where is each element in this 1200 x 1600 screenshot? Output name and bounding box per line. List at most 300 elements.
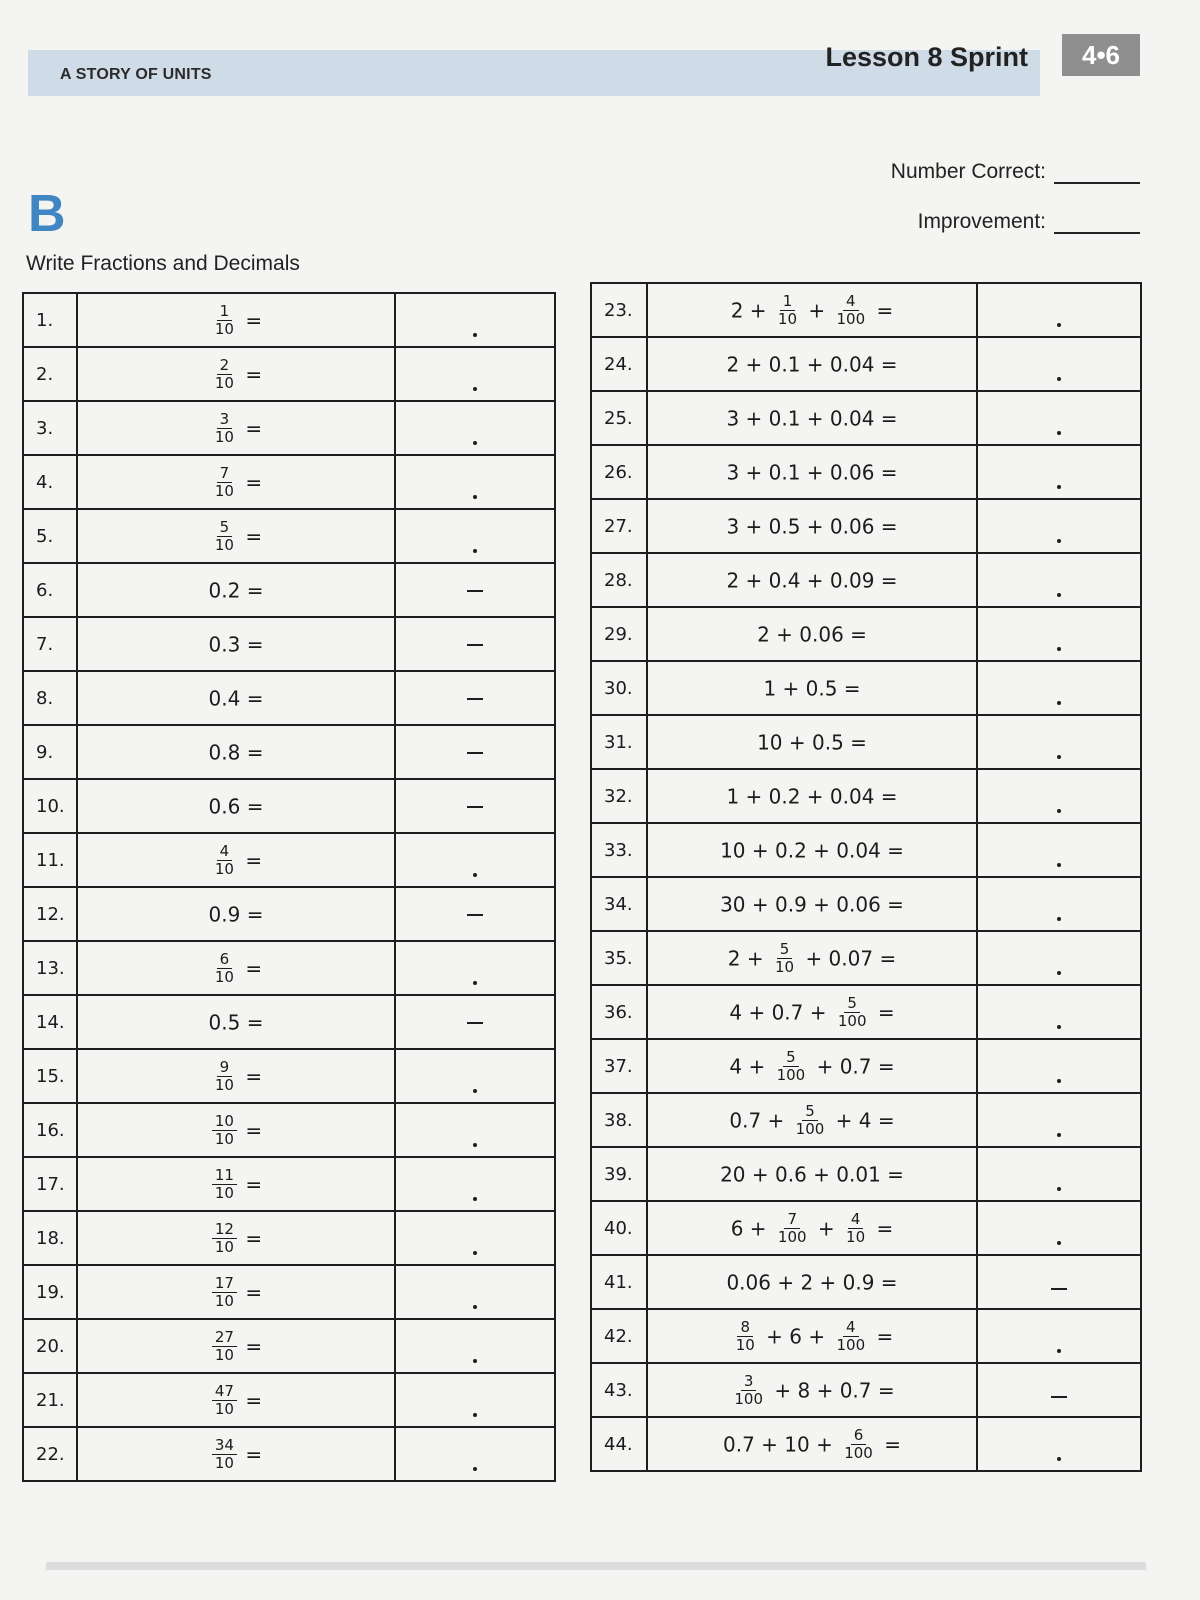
answer-cell[interactable] (977, 1201, 1141, 1255)
fraction (212, 411, 237, 446)
answer-cell[interactable] (977, 337, 1141, 391)
problem-expression (77, 1211, 395, 1265)
problem-expression (647, 1201, 977, 1255)
answer-decimal-point (473, 1197, 477, 1201)
fraction (212, 357, 237, 392)
problem-expression (647, 1093, 977, 1147)
fraction-denominator: 10 (214, 481, 234, 500)
fraction (212, 1113, 237, 1148)
problem-expression (647, 1363, 977, 1417)
problem-number: 25. (591, 391, 647, 445)
problem-expression (77, 1103, 395, 1157)
problem-number: 5. (23, 509, 77, 563)
answer-cell[interactable] (395, 1049, 555, 1103)
expression-text: = (245, 308, 263, 332)
problem-expression (77, 563, 395, 617)
fraction-denominator: 10 (214, 1291, 234, 1310)
answer-decimal-point (473, 981, 477, 985)
answer-cell[interactable] (395, 779, 555, 833)
fraction (212, 303, 237, 338)
fraction-denominator: 10 (214, 319, 234, 338)
answer-cell[interactable] (395, 1157, 555, 1211)
answer-cell[interactable] (977, 445, 1141, 499)
answer-decimal-point (1057, 1187, 1061, 1191)
expression-text: = (876, 1216, 894, 1240)
answer-decimal-point (1057, 647, 1061, 651)
fraction-numerator: 47 (212, 1383, 237, 1401)
answer-decimal-point (1057, 539, 1061, 543)
problem-expression (77, 779, 395, 833)
problem-expression (77, 455, 395, 509)
expression-text: = (245, 1334, 263, 1358)
problem-row (591, 823, 1141, 877)
problem-expression (77, 293, 395, 347)
answer-decimal-point (1057, 863, 1061, 867)
answer-cell[interactable] (395, 995, 555, 1049)
answer-cell[interactable] (395, 725, 555, 779)
fraction (834, 293, 869, 328)
fraction-numerator: 8 (737, 1319, 753, 1337)
answer-cell[interactable] (977, 499, 1141, 553)
problem-expression (77, 617, 395, 671)
expression-text: = (245, 470, 263, 494)
answer-dash-mark (467, 914, 483, 916)
answer-cell[interactable] (977, 985, 1141, 1039)
problem-row (23, 509, 555, 563)
fraction-denominator: 10 (214, 859, 234, 878)
problem-row (591, 661, 1141, 715)
problem-row (591, 1039, 1141, 1093)
problem-number: 7. (23, 617, 77, 671)
answer-cell[interactable] (977, 715, 1141, 769)
fraction-numerator: 9 (217, 1059, 233, 1077)
expression-text: = (877, 1000, 895, 1024)
right-problem-table (590, 282, 1142, 1472)
answer-dash-mark (467, 806, 483, 808)
problem-number: 19. (23, 1265, 77, 1319)
problem-row (23, 347, 555, 401)
fraction (212, 519, 237, 554)
answer-cell[interactable] (395, 1427, 555, 1481)
fraction-denominator: 10 (214, 1183, 234, 1202)
fraction-denominator: 10 (774, 957, 795, 976)
page-subtitle: Write Fractions and Decimals (26, 252, 300, 275)
expression-text: + (817, 1216, 835, 1240)
expression-text: 2 + (730, 298, 767, 322)
fraction (843, 1211, 868, 1246)
answer-cell[interactable] (977, 1147, 1141, 1201)
answer-cell[interactable] (977, 1255, 1141, 1309)
answer-cell[interactable] (977, 1417, 1141, 1471)
expression-text: 3 + 0.5 + 0.06 = (726, 514, 898, 539)
problem-number: 21. (23, 1373, 77, 1427)
fraction-numerator: 5 (783, 1049, 799, 1067)
problem-number: 10. (23, 779, 77, 833)
problem-row (591, 877, 1141, 931)
expression-text: 6 + (730, 1216, 767, 1240)
problem-row (591, 553, 1141, 607)
problem-expression (77, 1049, 395, 1103)
expression-text: 10 + 0.5 = (757, 730, 867, 755)
fraction-numerator: 27 (212, 1329, 237, 1347)
problem-row (23, 941, 555, 995)
problem-number: 44. (591, 1417, 647, 1471)
expression-text: 0.9 = (208, 902, 264, 927)
problem-expression (77, 347, 395, 401)
problem-row (591, 715, 1141, 769)
fraction-numerator: 7 (217, 465, 233, 483)
expression-text: = (245, 1064, 263, 1088)
problem-row (591, 283, 1141, 337)
expression-text: = (876, 1324, 894, 1348)
expression-text: = (245, 416, 263, 440)
problem-row (23, 401, 555, 455)
problem-expression (647, 337, 977, 391)
problem-number: 4. (23, 455, 77, 509)
expression-text: 1 + 0.2 + 0.04 = (726, 784, 898, 809)
answer-cell[interactable] (395, 401, 555, 455)
problem-number: 14. (23, 995, 77, 1049)
expression-text: = (245, 1118, 263, 1142)
answer-dash-mark (467, 644, 483, 646)
problem-row (23, 833, 555, 887)
left-problem-table (22, 292, 556, 1482)
problem-row (591, 1093, 1141, 1147)
fraction-denominator: 100 (776, 1065, 806, 1084)
answer-decimal-point (1057, 1349, 1061, 1353)
answer-cell[interactable] (977, 769, 1141, 823)
answer-decimal-point (1057, 431, 1061, 435)
problem-expression (77, 671, 395, 725)
problem-expression (77, 995, 395, 1049)
expression-text: 0.2 = (208, 578, 264, 603)
problem-row (591, 445, 1141, 499)
fraction-denominator: 10 (214, 535, 234, 554)
expression-text: + (808, 298, 826, 322)
improvement-blank[interactable] (1054, 214, 1140, 234)
problem-expression (647, 985, 977, 1039)
problem-expression (647, 931, 977, 985)
problem-expression (647, 877, 977, 931)
answer-decimal-point (1057, 323, 1061, 327)
problem-expression (77, 509, 395, 563)
fraction (733, 1319, 758, 1354)
problem-number: 39. (591, 1147, 647, 1201)
problem-number: 28. (591, 553, 647, 607)
expression-text: 3 + 0.1 + 0.04 = (726, 406, 898, 431)
answer-cell[interactable] (395, 617, 555, 671)
expression-text: + 8 + 0.7 = (774, 1378, 895, 1402)
fraction-numerator: 5 (802, 1103, 818, 1121)
fraction-denominator: 10 (214, 967, 234, 986)
answer-cell[interactable] (395, 455, 555, 509)
expression-text: 1 + 0.5 = (763, 676, 861, 701)
problem-number: 38. (591, 1093, 647, 1147)
fraction (834, 1319, 869, 1354)
answer-decimal-point (473, 1413, 477, 1417)
answer-decimal-point (473, 387, 477, 391)
fraction-numerator: 17 (212, 1275, 237, 1293)
fraction (835, 995, 870, 1030)
fraction (212, 1275, 237, 1310)
problem-expression (647, 1309, 977, 1363)
expression-text: = (245, 1280, 263, 1304)
fraction-denominator: 10 (214, 1129, 234, 1148)
fraction-numerator: 6 (217, 951, 233, 969)
expression-text: = (245, 1442, 263, 1466)
answer-decimal-point (1057, 809, 1061, 813)
fraction-numerator: 3 (217, 411, 233, 429)
answer-cell[interactable] (395, 509, 555, 563)
problem-number: 33. (591, 823, 647, 877)
fraction-denominator: 100 (795, 1119, 825, 1138)
answer-cell[interactable] (395, 833, 555, 887)
expression-text: 30 + 0.9 + 0.06 = (720, 892, 904, 917)
problem-expression (647, 391, 977, 445)
answer-decimal-point (473, 873, 477, 877)
fraction (212, 1059, 237, 1094)
answer-cell[interactable] (395, 941, 555, 995)
answer-dash-mark (1051, 1396, 1067, 1398)
problem-row (23, 725, 555, 779)
header-banner (28, 42, 1040, 96)
problem-number: 20. (23, 1319, 77, 1373)
answer-cell[interactable] (977, 553, 1141, 607)
problem-row (591, 1417, 1141, 1471)
problem-expression (77, 1427, 395, 1481)
problem-number: 31. (591, 715, 647, 769)
answer-decimal-point (473, 1143, 477, 1147)
number-correct (891, 160, 1140, 184)
expression-text: 0.5 = (208, 1010, 264, 1035)
fraction-numerator: 10 (212, 1113, 237, 1131)
fraction-denominator: 100 (836, 309, 866, 328)
answer-decimal-point (473, 1251, 477, 1255)
fraction (775, 1211, 810, 1246)
expression-text: 4 + 0.7 + (729, 1000, 827, 1024)
problem-number: 16. (23, 1103, 77, 1157)
expression-text: = (245, 1388, 263, 1412)
fraction (212, 951, 237, 986)
problem-row (23, 779, 555, 833)
problem-expression (77, 833, 395, 887)
answer-cell[interactable] (395, 1211, 555, 1265)
problem-expression (77, 1265, 395, 1319)
answer-cell[interactable] (395, 887, 555, 941)
answer-cell[interactable] (977, 1039, 1141, 1093)
problem-row (591, 1363, 1141, 1417)
problem-number: 36. (591, 985, 647, 1039)
answer-decimal-point (473, 1467, 477, 1471)
expression-text: 2 + 0.06 = (757, 622, 867, 647)
expression-text: = (884, 1432, 901, 1456)
answer-cell[interactable] (977, 607, 1141, 661)
problem-number: 34. (591, 877, 647, 931)
fraction-numerator: 12 (212, 1221, 237, 1239)
problem-number: 8. (23, 671, 77, 725)
fraction-denominator: 100 (844, 1443, 873, 1462)
problem-expression (647, 661, 977, 715)
answer-cell[interactable] (977, 877, 1141, 931)
fraction (212, 1221, 237, 1256)
fraction (731, 1373, 766, 1408)
fraction-numerator: 4 (848, 1211, 864, 1229)
answer-decimal-point (473, 549, 477, 553)
fraction-denominator: 100 (734, 1389, 764, 1408)
problem-number: 6. (23, 563, 77, 617)
fraction (212, 465, 237, 500)
answer-cell[interactable] (977, 661, 1141, 715)
fraction-denominator: 100 (837, 1011, 867, 1030)
problem-row (23, 1373, 555, 1427)
answer-cell[interactable] (395, 347, 555, 401)
problem-row (591, 499, 1141, 553)
answer-decimal-point (473, 1305, 477, 1309)
fraction-denominator: 10 (214, 1237, 234, 1256)
problem-number: 40. (591, 1201, 647, 1255)
problem-row (591, 931, 1141, 985)
fraction-denominator: 10 (214, 427, 234, 446)
problem-number: 42. (591, 1309, 647, 1363)
answer-cell[interactable] (977, 391, 1141, 445)
expression-text: 3 + 0.1 + 0.06 = (726, 460, 898, 485)
problem-expression (647, 1039, 977, 1093)
answer-cell[interactable] (395, 1103, 555, 1157)
problem-expression (77, 887, 395, 941)
expression-text: 2 + (727, 946, 764, 970)
problem-row (591, 769, 1141, 823)
problem-expression (77, 725, 395, 779)
expression-text: = (876, 298, 894, 322)
answer-cell[interactable] (977, 1309, 1141, 1363)
problem-expression (647, 769, 977, 823)
fraction (841, 1427, 876, 1462)
answer-cell[interactable] (395, 1373, 555, 1427)
expression-text: + 0.7 = (816, 1054, 895, 1078)
problem-number: 12. (23, 887, 77, 941)
fraction (212, 1383, 237, 1418)
problem-expression (647, 553, 977, 607)
problem-row (23, 1427, 555, 1481)
problem-row (23, 293, 555, 347)
answer-dash-mark (467, 590, 483, 592)
expression-text: 0.8 = (208, 740, 264, 765)
problem-expression (647, 499, 977, 553)
expression-text: = (245, 362, 263, 386)
answer-decimal-point (1057, 701, 1061, 705)
fraction (212, 1437, 237, 1472)
fraction-denominator: 10 (735, 1335, 755, 1354)
problem-number: 43. (591, 1363, 647, 1417)
answer-decimal-point (1057, 917, 1061, 921)
fraction (212, 843, 237, 878)
expression-text: 2 + 0.1 + 0.04 = (726, 352, 898, 377)
expression-text: 0.7 + 10 + (723, 1432, 833, 1456)
expression-text: + 0.07 = (805, 946, 897, 970)
problem-row (591, 1147, 1141, 1201)
fraction-numerator: 6 (851, 1427, 867, 1445)
expression-text: 0.06 + 2 + 0.9 = (726, 1270, 898, 1295)
fraction-denominator: 10 (846, 1227, 866, 1246)
problem-expression (647, 283, 977, 337)
problem-expression (77, 401, 395, 455)
answer-cell[interactable] (977, 283, 1141, 337)
fraction-numerator: 3 (741, 1373, 757, 1391)
fraction-denominator: 10 (214, 373, 234, 392)
expression-text: + 6 + (766, 1324, 826, 1348)
improvement (918, 210, 1140, 234)
answer-cell[interactable] (395, 671, 555, 725)
fraction-denominator: 10 (214, 1453, 234, 1472)
problem-row (23, 1103, 555, 1157)
answer-decimal-point (473, 495, 477, 499)
answer-cell[interactable] (977, 931, 1141, 985)
problem-expression (647, 445, 977, 499)
answer-dash-mark (467, 698, 483, 700)
expression-text: = (245, 956, 263, 980)
answer-cell[interactable] (977, 1363, 1141, 1417)
answer-decimal-point (1057, 1133, 1061, 1137)
expression-text: 0.6 = (208, 794, 264, 819)
fraction (774, 1049, 809, 1084)
problem-number: 18. (23, 1211, 77, 1265)
problem-number: 26. (591, 445, 647, 499)
problem-expression (647, 1255, 977, 1309)
answer-decimal-point (1057, 377, 1061, 381)
problem-number: 1. (23, 293, 77, 347)
expression-text: 0.7 + (729, 1108, 785, 1132)
fraction-denominator: 100 (777, 1227, 807, 1246)
problem-number: 37. (591, 1039, 647, 1093)
answer-decimal-point (1057, 1079, 1061, 1083)
number-correct-blank[interactable] (1054, 164, 1140, 184)
problem-expression (77, 1319, 395, 1373)
fraction-numerator: 5 (217, 519, 233, 537)
fraction-denominator: 10 (214, 1075, 234, 1094)
fraction-numerator: 7 (784, 1211, 800, 1229)
fraction (212, 1329, 237, 1364)
problem-expression (647, 1147, 977, 1201)
problem-number: 17. (23, 1157, 77, 1211)
story-title: A STORY OF UNITS (60, 66, 212, 83)
answer-cell[interactable] (977, 1093, 1141, 1147)
problem-number: 13. (23, 941, 77, 995)
expression-text: = (245, 848, 263, 872)
problem-row (591, 985, 1141, 1039)
answer-cell[interactable] (977, 823, 1141, 877)
problem-row (23, 1319, 555, 1373)
problem-number: 35. (591, 931, 647, 985)
lesson-title: Lesson 8 Sprint (825, 42, 1028, 72)
answer-cell[interactable] (395, 563, 555, 617)
answer-cell[interactable] (395, 293, 555, 347)
footer-divider (46, 1562, 1146, 1570)
answer-decimal-point (1057, 755, 1061, 759)
improvement-label: Improvement: (917, 210, 1046, 233)
fraction (772, 941, 797, 976)
expression-text: = (245, 524, 263, 548)
fraction-denominator: 10 (214, 1399, 234, 1418)
problem-row (591, 337, 1141, 391)
problem-number: 32. (591, 769, 647, 823)
answer-cell[interactable] (395, 1265, 555, 1319)
problem-row (23, 1265, 555, 1319)
answer-cell[interactable] (395, 1319, 555, 1373)
answer-decimal-point (1057, 593, 1061, 597)
problem-row (591, 391, 1141, 445)
problem-number: 3. (23, 401, 77, 455)
problem-expression (77, 1373, 395, 1427)
